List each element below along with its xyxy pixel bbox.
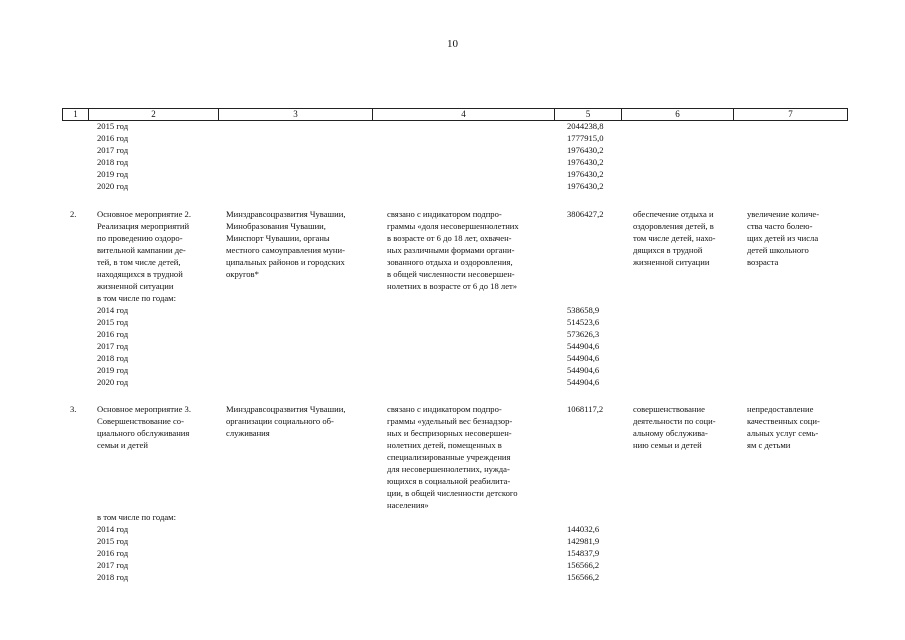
executor-line: Минздравсоцразвития Чувашии, [226,404,346,414]
risk-line: альных услуг семь- [747,428,819,438]
indicator-line: специализированные учреждения [387,452,511,462]
year-label: 2014 год [97,524,129,534]
executor-line: Минспорт Чувашии, органы [226,233,330,243]
indicator-line: граммы «удельный вес безнадзор- [387,416,513,426]
year-label: 2020 год [97,181,129,191]
year-label: 2015 год [97,536,129,546]
activity-line: Реализация мероприятий [97,221,190,231]
year-label: 2017 год [97,145,129,155]
year-label: 2018 год [97,572,129,582]
activity-line: Основное мероприятие 2. [97,209,191,219]
year-label: 2016 год [97,329,129,339]
activity-line: находящихся в трудной [97,269,183,279]
activity-line: тей, в том числе детей, [97,257,181,267]
year-amount: 144032,6 [567,524,600,534]
year-amount: 544904,6 [567,365,600,375]
result-line: альному обслужива- [633,428,708,438]
executor-line: местного самоуправления муни- [226,245,345,255]
risk-line: увеличение количе- [747,209,820,219]
indicator-line: нолетних в возрасте от 6 до 18 лет» [387,281,518,291]
year-amount: 514523,6 [567,317,600,327]
activity-line: по проведению оздоро- [97,233,183,243]
executor-line: округов* [226,269,259,279]
year-amount: 538658,9 [567,305,600,315]
total-amount: 1068117,2 [567,404,604,414]
activity-line: Совершенствование со- [97,416,184,426]
page-number: 10 [447,38,458,50]
result-line: деятельности по соци- [633,416,716,426]
activity-line: семьи и детей [97,440,148,450]
risk-line: ям с детьми [747,440,791,450]
indicator-line: для несовершеннолетних, нужда- [387,464,510,474]
column-header-1: 1 [62,109,88,120]
result-line: оздоровления детей, в [633,221,714,231]
indicator-line: нолетних детей, помещенных в [387,440,502,450]
year-label: 2017 год [97,341,129,351]
row-number: 2. [70,209,77,219]
column-header-7: 7 [733,109,848,120]
column-header-4: 4 [372,109,554,120]
activity-line: вительной кампании де- [97,245,186,255]
indicator-line: населения» [387,500,429,510]
total-amount: 3806427,2 [567,209,604,219]
indicator-line: ции, в общей численности детского [387,488,518,498]
year-label: 2017 год [97,560,129,570]
year-amount: 1976430,2 [567,169,604,179]
indicator-line: в возрасте от 6 до 18 лет, охвачен- [387,233,512,243]
year-amount: 142981,9 [567,536,600,546]
indicator-line: ных и беспризорных несовершен- [387,428,512,438]
indicator-line: ных различными формами органи- [387,245,515,255]
executor-line: Минздравсоцразвития Чувашии, [226,209,346,219]
activity-line: жизненной ситуации [97,281,174,291]
year-label: 2019 год [97,365,129,375]
indicator-line: в общей численности несовершен- [387,269,515,279]
column-header-3: 3 [218,109,372,120]
by-years-label: в том числе по годам: [97,512,176,522]
risk-line: ства часто болею- [747,221,813,231]
year-label: 2018 год [97,353,129,363]
risk-line: возраста [747,257,779,267]
result-line: жизненной ситуации [633,257,710,267]
indicator-line: зованного отдыха и оздоровления, [387,257,513,267]
activity-line: Основное мероприятие 3. [97,404,191,414]
by-years-label: в том числе по годам: [97,293,176,303]
executor-line: организации социального об- [226,416,334,426]
year-amount: 154837,9 [567,548,600,558]
result-line: нию семьи и детей [633,440,702,450]
result-line: том числе детей, нахо- [633,233,716,243]
row-number: 3. [70,404,77,414]
year-label: 2015 год [97,121,129,131]
activity-line: циального обслуживания [97,428,190,438]
column-header-2: 2 [88,109,218,120]
year-label: 2019 год [97,169,129,179]
column-header-6: 6 [621,109,733,120]
year-amount: 156566,2 [567,560,600,570]
executor-line: служивания [226,428,270,438]
year-label: 2020 год [97,377,129,387]
column-header-5: 5 [554,109,621,120]
year-amount: 544904,6 [567,341,600,351]
year-label: 2016 год [97,548,129,558]
result-line: обеспечение отдыха и [633,209,714,219]
result-line: дящихся в трудной [633,245,703,255]
executor-line: ципальных районов и городских [226,257,345,267]
year-label: 2018 год [97,157,129,167]
year-label: 2016 год [97,133,129,143]
year-label: 2015 год [97,317,129,327]
year-amount: 2044238,8 [567,121,604,131]
risk-line: детей школьного [747,245,809,255]
table-column-header-row [62,108,848,121]
risk-line: непредоставление [747,404,814,414]
indicator-line: граммы «доля несовершеннолетних [387,221,519,231]
year-amount: 573626,3 [567,329,600,339]
indicator-line: связано с индикатором подпро- [387,404,502,414]
risk-line: щих детей из числа [747,233,819,243]
indicator-line: ющихся в социальной реабилита- [387,476,511,486]
year-amount: 1976430,2 [567,157,604,167]
year-amount: 544904,6 [567,377,600,387]
result-line: совершенствование [633,404,705,414]
executor-line: Минобразования Чувашии, [226,221,326,231]
year-amount: 1976430,2 [567,181,604,191]
year-amount: 1777915,0 [567,133,604,143]
risk-line: качественных соци- [747,416,820,426]
year-amount: 544904,6 [567,353,600,363]
year-label: 2014 год [97,305,129,315]
year-amount: 156566,2 [567,572,600,582]
year-amount: 1976430,2 [567,145,604,155]
indicator-line: связано с индикатором подпро- [387,209,502,219]
